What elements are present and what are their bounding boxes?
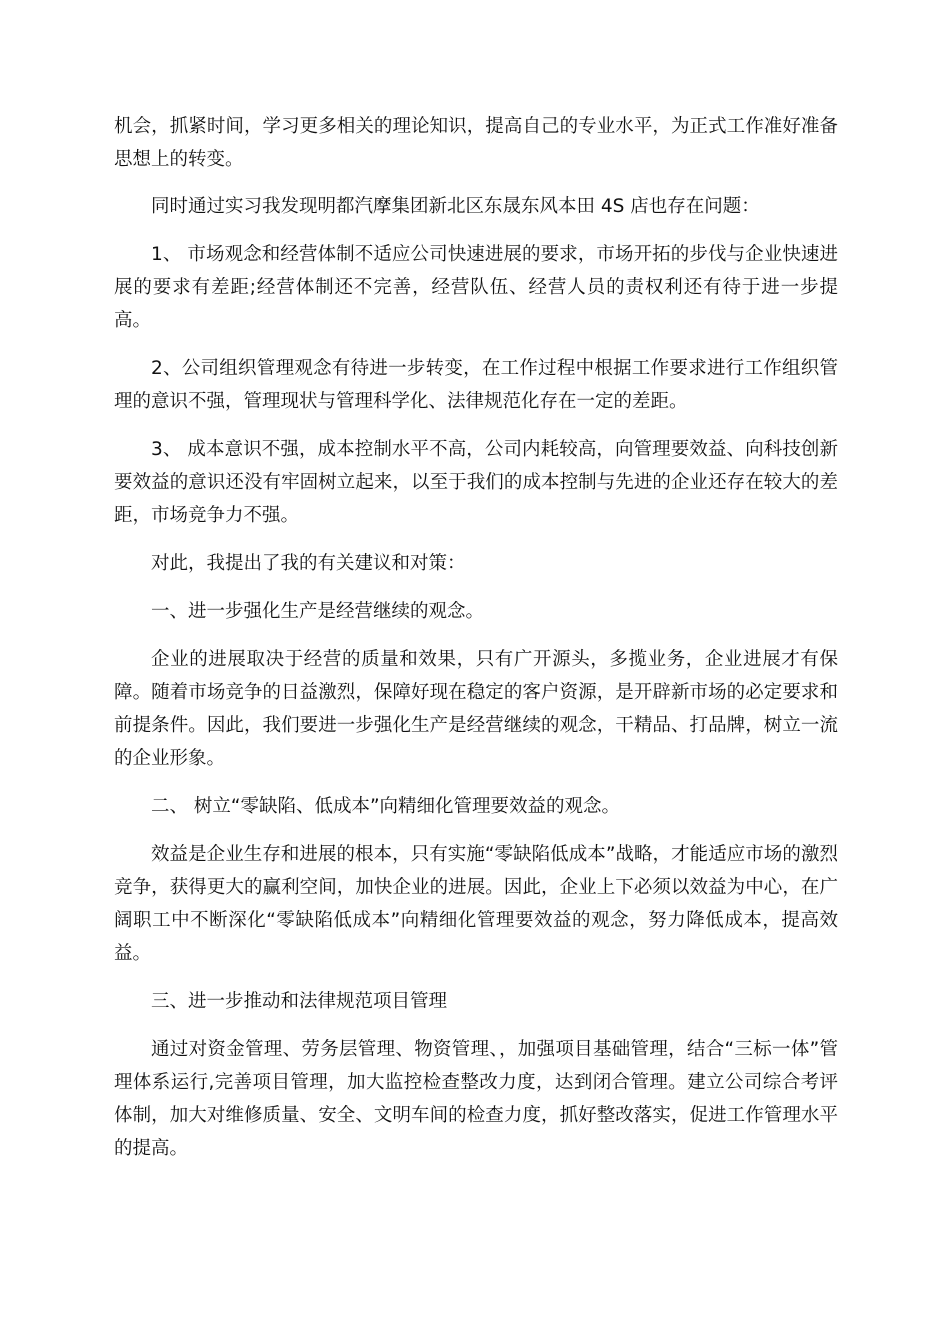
paragraph-suggestion-3: 通过对资金管理、劳务层管理、物资管理、，加强项目基础管理，结合“三标一体”管理体系运行,完善项目管理，加大监控检查整改力度，达到闭合管理。建立公司综合考评体制，加大对维修质量、安全、文明车间的检查力度，抓好整改落实，促进工作管理水平的提高。: [114, 1039, 838, 1159]
paragraph-suggestion-1: 企业的进展取决于经营的质量和效果，只有广开源头，多揽业务，企业进展才有保障。随着市场竞争的日益激烈，保障好现在稳定的客户资源，是开辟新市场的必定要求和前提条件。因此，我们要进一步强化生产是经营继续的观念，干精品、打品牌，树立一流的企业形象。: [114, 649, 838, 769]
document-body: [114, 110, 838, 1180]
heading-suggestion-2: 二、 树立“零缺陷、低成本”向精细化管理要效益的观念。: [151, 796, 621, 817]
paragraph-problems-intro: 同时通过实习我发现明都汽摩集团新北区东晟东风本田 4S 店也存在问题：: [151, 196, 760, 217]
paragraph-problem-2: 2、公司组织管理观念有待进一步转变，在工作过程中根据工作要求进行工作组织管理的意识不强，管理现状与管理科学化、法律规范化存在一定的差距。: [114, 358, 838, 412]
paragraph-problem-3: 3、 成本意识不强，成本控制水平不高，公司内耗较高，向管理要效益、向科技创新要效益的意识还没有牢固树立起来，以至于我们的成本控制与先进的企业还存在较大的差距，市场竞争力不强。: [114, 439, 838, 526]
heading-suggestion-3: 三、进一步推动和法律规范项目管理: [151, 991, 448, 1012]
paragraph-suggestions-intro: 对此，我提出了我的有关建议和对策：: [151, 553, 466, 574]
heading-suggestion-1: 一、进一步强化生产是经营继续的观念。: [151, 601, 485, 622]
paragraph-suggestion-2: 效益是企业生存和进展的根本，只有实施“零缺陷低成本”战略，才能适应市场的激烈竞争，获得更大的赢利空间，加快企业的进展。因此，企业上下必须以效益为中心，在广阔职工中不断深化“零缺陷低成本”向精细化管理要效益的观念，努力降低成本，提高效益。: [114, 844, 838, 964]
paragraph-continuation: 机会，抓紧时间，学习更多相关的理论知识，提高自己的专业水平，为正式工作准好准备思想上的转变。: [114, 116, 838, 170]
paragraph-problem-1: 1、 市场观念和经营体制不适应公司快速进展的要求，市场开拓的步伐与企业快速进展的要求有差距;经营体制还不完善，经营队伍、经营人员的责权利还有待于进一步提高。: [114, 244, 838, 331]
